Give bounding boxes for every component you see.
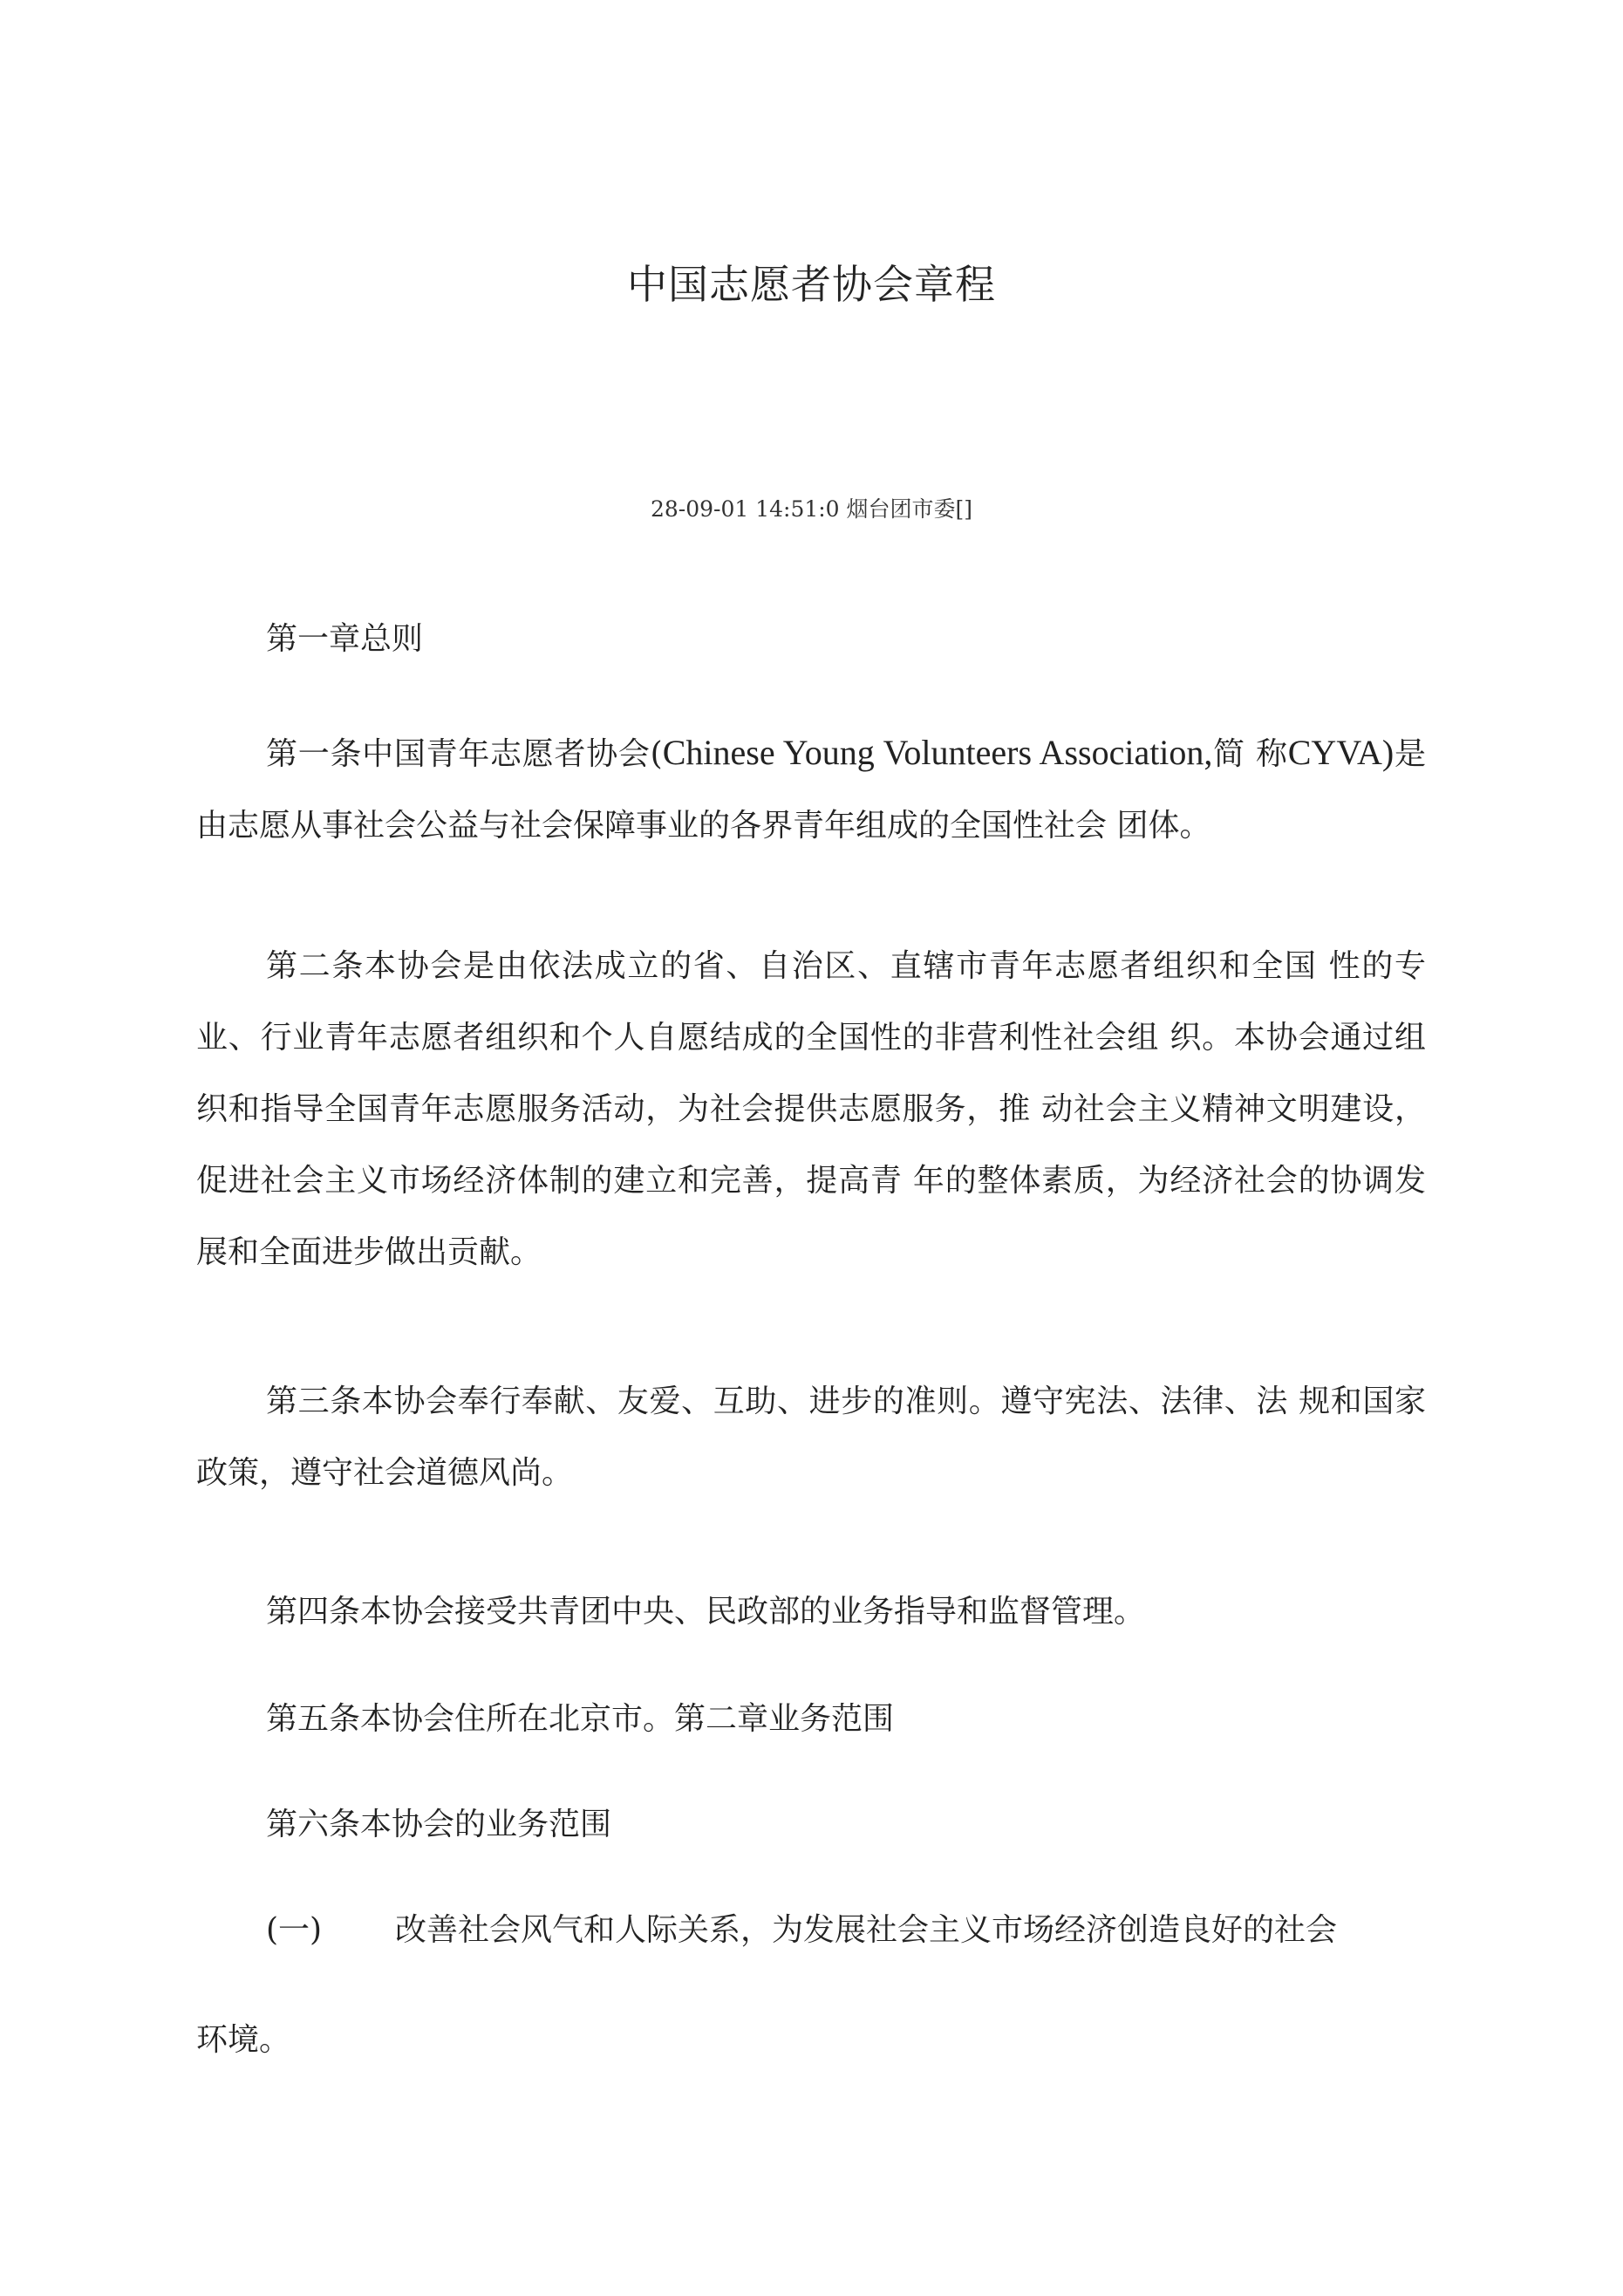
article-5-text: 第五条本协会住所在北京市。第二章业务范围 — [266, 1701, 895, 1737]
article-6-text: 第六条本协会的业务范围 — [266, 1807, 612, 1842]
list-item-continuation: 环境。 — [196, 2022, 291, 2058]
article-2 — [196, 931, 1426, 1288]
article-1-prefix: 第一条中国青年志愿者协会( — [266, 736, 663, 772]
article-2-text: 第二条本协会是由依法成立的省、自治区、直辖市青年志愿者组织和全国 性的专业、行业青年志愿者组织和个人自愿结成的全国性的非营利性社会组 织。本协会通过组织和指导全国青年志愿服务活动，为社会提供志愿服务，推 动社会主义精神文明建设，促进社会主义市场经济体制的建立和完善，提高青 年的整体素质，为经济社会的协调发展和全面进步做出贡献。 — [196, 948, 1426, 1270]
article-3-text: 第三条本协会奉行奉献、友爱、互助、进步的准则。遵守宪法、法律、法 规和国家政策，遵守社会道德风尚。 — [196, 1384, 1426, 1491]
article-5 — [196, 1684, 1426, 1755]
article-6 — [196, 1789, 1426, 1861]
article-1 — [196, 717, 1426, 862]
document-title: 中国志愿者协会章程 — [627, 261, 996, 308]
article-1-rest: 是由志愿从事社会公益与社会保障事业的各界青年组成的全国性社会 团体。 — [196, 736, 1426, 844]
list-item-text: 改善社会风气和人际关系，为发展社会主义市场经济创造良好的社会 — [395, 1912, 1338, 1948]
article-4-text: 第四条本协会接受共青团中央、民政部的业务指导和监督管理。 — [266, 1594, 1146, 1630]
chapter-heading: 第一章总则 — [266, 621, 424, 657]
list-item-number: (一) — [266, 1912, 323, 1948]
article-1-english-name: Chinese Young Volunteers Association, — [662, 733, 1213, 772]
article-1-text — [196, 717, 1426, 862]
article-1-abbr: CYVA) — [1287, 733, 1395, 772]
article-1-mid: 简 称 — [1212, 736, 1288, 772]
article-4 — [196, 1576, 1426, 1648]
document-meta: 28-09-01 14:51:0 烟台团市委[] — [650, 496, 973, 522]
list-item — [196, 1895, 1426, 1966]
article-3 — [196, 1366, 1426, 1509]
